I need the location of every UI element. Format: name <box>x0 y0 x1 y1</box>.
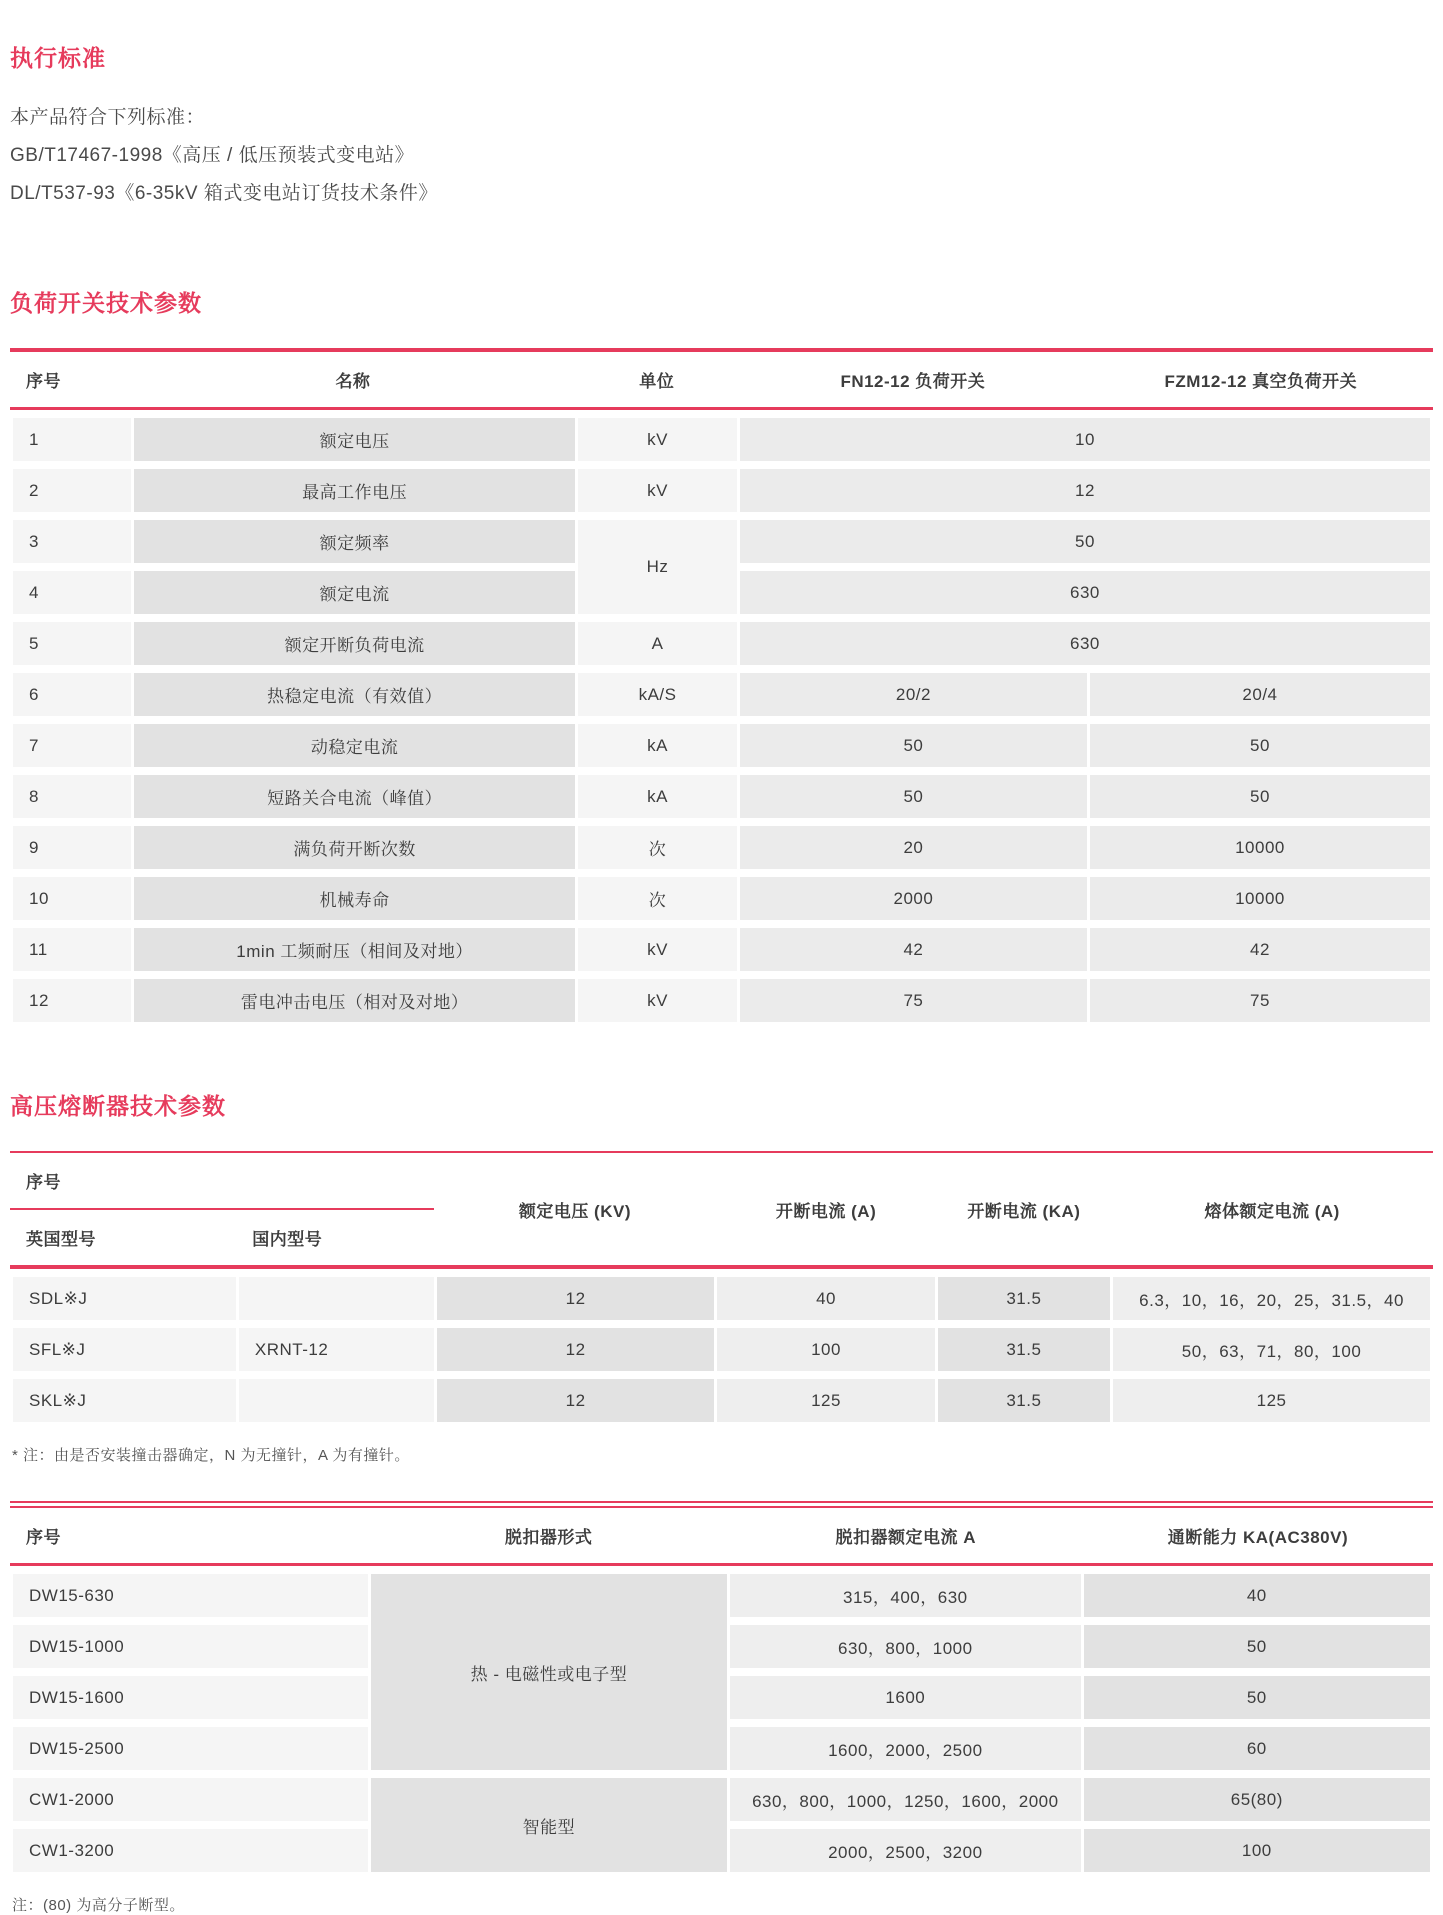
fzm-value-cell: 20/4 <box>1090 673 1430 716</box>
table-row <box>13 418 1430 461</box>
col-header-rated-current: 脱扣器额定电流 A <box>729 1508 1083 1563</box>
breaker-table-header <box>10 1508 1433 1563</box>
breaking-a-cell: 100 <box>717 1328 934 1371</box>
col-header-trip-type: 脱扣器形式 <box>369 1508 729 1563</box>
cn-model-cell <box>239 1277 434 1320</box>
breaker-table <box>10 1501 1433 1880</box>
col-header-cn-model: 国内型号 <box>236 1210 434 1265</box>
fuse-title: 高压熔断器技术参数 <box>10 1093 226 1119</box>
breaking-ka-cell: 31.5 <box>938 1379 1110 1422</box>
capacity-cell: 60 <box>1084 1727 1430 1770</box>
table-row <box>13 673 1430 716</box>
unit-cell: kV <box>578 418 737 461</box>
merged-value-cell: 10 <box>740 418 1430 461</box>
unit-cell: kA/S <box>578 673 737 716</box>
load-switch-section <box>10 285 1433 1030</box>
fzm-value-cell: 75 <box>1090 979 1430 1022</box>
row-no-cell: 2 <box>13 469 131 512</box>
table-row <box>13 826 1430 869</box>
fzm-value-cell: 10000 <box>1090 877 1430 920</box>
table-row <box>13 1379 1430 1422</box>
model-cell: DW15-2500 <box>13 1727 368 1770</box>
col-header-fzm: FZM12-12 真空负荷开关 <box>1089 352 1433 407</box>
breaker-note: 注：(80) 为高分子断型。 <box>12 1897 185 1914</box>
table-row <box>13 979 1430 1022</box>
table-row <box>13 928 1430 971</box>
capacity-cell: 65(80) <box>1084 1778 1430 1821</box>
col-header-breaking-ka: 开断电流 (KA) <box>936 1153 1111 1265</box>
rated-current-cell: 630，800，1000 <box>730 1625 1081 1668</box>
merged-value-cell: 630 <box>740 571 1430 614</box>
uk-model-cell: SDL※J <box>13 1277 236 1320</box>
fzm-value-cell: 10000 <box>1090 826 1430 869</box>
capacity-cell: 50 <box>1084 1676 1430 1719</box>
trip-type-cell-merged: 热 - 电磁性或电子型 <box>371 1574 727 1770</box>
load-switch-table <box>10 348 1433 1030</box>
table-row <box>13 775 1430 818</box>
table-row <box>13 877 1430 920</box>
model-cell: DW15-1000 <box>13 1625 368 1668</box>
col-header-unit: 单位 <box>576 352 737 407</box>
cn-model-cell <box>239 1379 434 1422</box>
param-name-cell: 额定频率 <box>134 520 575 563</box>
model-cell: DW15-630 <box>13 1574 368 1617</box>
unit-cell: 次 <box>578 877 737 920</box>
col-header-breaking-a: 开断电流 (A) <box>716 1153 937 1265</box>
unit-cell: A <box>578 622 737 665</box>
table-row <box>13 1328 1430 1371</box>
col-header-fn: FN12-12 负荷开关 <box>737 352 1088 407</box>
row-no-cell: 12 <box>13 979 131 1022</box>
col-header-name: 名称 <box>130 352 577 407</box>
table-row <box>13 469 1430 512</box>
param-name-cell: 满负荷开断次数 <box>134 826 575 869</box>
fn-value-cell: 20/2 <box>740 673 1087 716</box>
fn-value-cell: 42 <box>740 928 1087 971</box>
merged-value-cell: 12 <box>740 469 1430 512</box>
unit-cell: kV <box>578 469 737 512</box>
load-switch-title: 负荷开关技术参数 <box>10 290 202 316</box>
exec-standards-title: 执行标准 <box>10 45 106 71</box>
fuse-table-header <box>10 1153 1433 1265</box>
col-header-no: 序号 <box>10 352 130 407</box>
cn-model-cell: XRNT-12 <box>239 1328 434 1371</box>
param-name-cell: 动稳定电流 <box>134 724 575 767</box>
table-row <box>13 1778 1430 1821</box>
standard-line: DL/T537-93《6-35kV 箱式变电站订货技术条件》 <box>10 183 438 204</box>
unit-cell: 次 <box>578 826 737 869</box>
fuse-rated-cell: 50，63，71，80，100 <box>1113 1328 1430 1371</box>
unit-cell-merged: Hz <box>578 520 737 614</box>
col-header-capacity: 通断能力 KA(AC380V) <box>1083 1508 1433 1563</box>
model-cell: CW1-2000 <box>13 1778 368 1821</box>
fzm-value-cell: 50 <box>1090 724 1430 767</box>
row-no-cell: 11 <box>13 928 131 971</box>
trip-type-cell-merged: 智能型 <box>371 1778 727 1872</box>
fuse-rated-cell: 125 <box>1113 1379 1430 1422</box>
merged-value-cell: 50 <box>740 520 1430 563</box>
table-row <box>13 520 1430 563</box>
row-no-cell: 3 <box>13 520 131 563</box>
merged-value-cell: 630 <box>740 622 1430 665</box>
param-name-cell: 雷电冲击电压（相对及对地） <box>134 979 575 1022</box>
row-no-cell: 6 <box>13 673 131 716</box>
breaking-a-cell: 40 <box>717 1277 934 1320</box>
row-no-cell: 1 <box>13 418 131 461</box>
unit-cell: kA <box>578 775 737 818</box>
table-row <box>13 724 1430 767</box>
rated-current-cell: 2000，2500，3200 <box>730 1829 1081 1872</box>
voltage-cell: 12 <box>437 1379 715 1422</box>
rated-current-cell: 630，800，1000，1250，1600，2000 <box>730 1778 1081 1821</box>
row-no-cell: 5 <box>13 622 131 665</box>
row-no-cell: 9 <box>13 826 131 869</box>
model-cell: DW15-1600 <box>13 1676 368 1719</box>
rated-current-cell: 315，400，630 <box>730 1574 1081 1617</box>
col-header-voltage: 额定电压 (KV) <box>434 1153 716 1265</box>
uk-model-cell: SKL※J <box>13 1379 236 1422</box>
standards-intro: 本产品符合下列标准： <box>10 107 206 128</box>
load-switch-table-body <box>10 410 1433 1030</box>
col-header-seq: 序号 <box>10 1153 434 1210</box>
fuse-table <box>10 1151 1433 1430</box>
fzm-value-cell: 42 <box>1090 928 1430 971</box>
param-name-cell: 最高工作电压 <box>134 469 575 512</box>
capacity-cell: 50 <box>1084 1625 1430 1668</box>
breaking-a-cell: 125 <box>717 1379 934 1422</box>
row-no-cell: 10 <box>13 877 131 920</box>
voltage-cell: 12 <box>437 1277 715 1320</box>
col-header-fuse-rated: 熔体额定电流 (A) <box>1111 1153 1433 1265</box>
row-no-cell: 4 <box>13 571 131 614</box>
fn-value-cell: 75 <box>740 979 1087 1022</box>
fn-value-cell: 50 <box>740 775 1087 818</box>
fuse-rated-cell: 6.3，10，16，20，25，31.5，40 <box>1113 1277 1430 1320</box>
param-name-cell: 机械寿命 <box>134 877 575 920</box>
standard-line: GB/T17467-1998《高压 / 低压预装式变电站》 <box>10 145 415 166</box>
rated-current-cell: 1600，2000，2500 <box>730 1727 1081 1770</box>
param-name-cell: 热稳定电流（有效值） <box>134 673 575 716</box>
param-name-cell: 额定开断负荷电流 <box>134 622 575 665</box>
col-header-seq: 序号 <box>10 1508 369 1563</box>
model-cell: CW1-3200 <box>13 1829 368 1872</box>
uk-model-cell: SFL※J <box>13 1328 236 1371</box>
table-row <box>13 622 1430 665</box>
row-no-cell: 7 <box>13 724 131 767</box>
fuse-section <box>10 1088 1433 1465</box>
param-name-cell: 1min 工频耐压（相间及对地） <box>134 928 575 971</box>
table-top-double-rule <box>10 1501 1433 1508</box>
param-name-cell: 额定电流 <box>134 571 575 614</box>
table-row <box>13 1277 1430 1320</box>
capacity-cell: 100 <box>1084 1829 1430 1872</box>
exec-standards-section <box>10 40 1433 213</box>
breaking-ka-cell: 31.5 <box>938 1277 1110 1320</box>
fn-value-cell: 50 <box>740 724 1087 767</box>
unit-cell: kV <box>578 979 737 1022</box>
fzm-value-cell: 50 <box>1090 775 1430 818</box>
load-switch-table-header <box>10 352 1433 407</box>
param-name-cell: 额定电压 <box>134 418 575 461</box>
capacity-cell: 40 <box>1084 1574 1430 1617</box>
fuse-table-body <box>10 1269 1433 1430</box>
table-row <box>13 1574 1430 1617</box>
breaking-ka-cell: 31.5 <box>938 1328 1110 1371</box>
voltage-cell: 12 <box>437 1328 715 1371</box>
fuse-note: * 注：由是否安装撞击器确定，N 为无撞针，A 为有撞针。 <box>12 1447 410 1464</box>
param-name-cell: 短路关合电流（峰值） <box>134 775 575 818</box>
col-header-uk-model: 英国型号 <box>10 1210 236 1265</box>
unit-cell: kA <box>578 724 737 767</box>
rated-current-cell: 1600 <box>730 1676 1081 1719</box>
unit-cell: kV <box>578 928 737 971</box>
row-no-cell: 8 <box>13 775 131 818</box>
document-page <box>0 40 1443 1915</box>
fn-value-cell: 2000 <box>740 877 1087 920</box>
fn-value-cell: 20 <box>740 826 1087 869</box>
breaker-section <box>10 1501 1433 1915</box>
